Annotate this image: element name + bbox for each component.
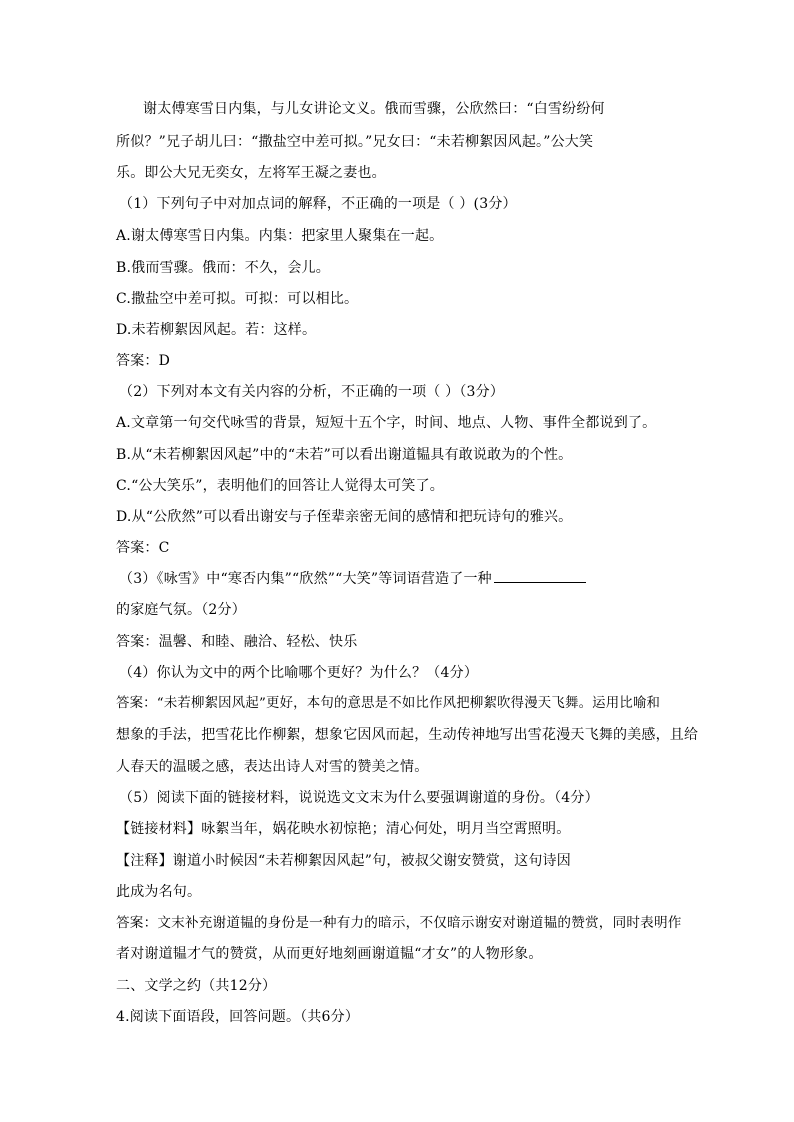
- q4-stem: （4）你认为文中的两个比喻哪个更好？为什么？（4分）: [119, 665, 479, 681]
- q1-option-a: A.谢太傅寒雪日内集。内集：把家里人聚集在一起。: [116, 228, 444, 244]
- section-2-title: 二、文学之约（共12分）: [116, 978, 277, 994]
- q1-option-c: C.撒盐空中差可拟。可拟：可以相比。: [116, 291, 359, 307]
- q5-note-line-2: 此成为名句。: [116, 884, 202, 900]
- section-2-question-4: 4.阅读下面语段，回答问题。（共6分）: [116, 1009, 360, 1025]
- q4-answer-line-2: 想象的手法，把雪花比作柳絮，想象它因风而起，生动传神地写出雪花漫天飞舞的美感，且给: [116, 727, 699, 743]
- q2-option-a: A.文章第一句交代咏雪的背景，短短十五个字，时间、地点、人物、事件全都说到了。: [116, 415, 657, 431]
- q3-stem-continued: 的家庭气氛。（2分）: [116, 602, 246, 618]
- q3-stem: [119, 570, 586, 588]
- passage-line-3: 乐。即公大兄无奕女，左将军王凝之妻也。: [116, 165, 386, 181]
- q2-stem: （2）下列对本文有关内容的分析，不正确的一项（ ）（3分）: [119, 384, 505, 400]
- q5-answer-line-2: 者对谢道韫才气的赞赏，从而更好地刻画谢道韫“才女”的人物形象。: [116, 946, 543, 962]
- q4-answer-line-1: 答案：“未若柳絮因风起”更好，本句的意思是不如比作风把柳絮吹得漫天飞舞。运用比喻和: [116, 696, 661, 711]
- q5-answer-line-1: 答案：文末补充谢道韫的身份是一种有力的暗示，不仅暗示谢安对谢道韫的赞赏，同时表明作: [116, 915, 682, 931]
- q5-link-material: 【链接材料】咏絮当年，娲花映水初惊艳；清心何处，明月当空霄照明。: [116, 821, 571, 837]
- q5-note-line-1: 【注释】谢道小时候因“未若柳絮因风起”句，被叔父谢安赞赏，这句诗因: [116, 853, 571, 869]
- q2-option-c: C.“公大笑乐”，表明他们的回答让人觉得太可笑了。: [116, 478, 444, 494]
- q1-option-b: B.俄而雪骤。俄而：不久，会儿。: [116, 260, 330, 276]
- q3-answer-blank: [494, 570, 586, 583]
- passage-line-1: 谢太傅寒雪日内集，与儿女讲论文义。俄而雪骤，公欣然曰：“白雪纷纷何: [143, 101, 605, 117]
- q3-answer: 答案：温馨、和睦、融洽、轻松、快乐: [116, 634, 358, 650]
- q1-option-d: D.未若柳絮因风起。若：这样。: [116, 322, 317, 338]
- passage-line-2: 所似？”兄子胡儿曰：“撒盐空中差可拟。”兄女曰：“未若柳絮因风起。”公大笑: [116, 134, 594, 150]
- q2-option-d: D.从“公欣然”可以看出谢安与子侄辈亲密无间的感情和把玩诗句的雅兴。: [116, 509, 573, 525]
- q2-answer: 答案：C: [116, 540, 170, 556]
- q2-option-b: B.从“未若柳絮因风起”中的“未若”可以看出谢道韫具有敢说敢为的个性。: [116, 447, 573, 463]
- q1-answer: 答案：D: [116, 353, 171, 369]
- q4-answer-line-3: 人春天的温暖之感，表达出诗人对雪的赞美之情。: [116, 759, 429, 775]
- q3-stem-text: （3）《咏雪》中“寒否内集”“欣然”“大笑”等词语营造了一种: [119, 571, 492, 587]
- q1-stem: （1）下列句子中对加点词的解释，不正确的一项是（ ）(3分）: [119, 196, 517, 212]
- q5-stem: （5）阅读下面的链接材料，说说选文文末为什么要强调谢道的身份。（4分）: [119, 790, 599, 806]
